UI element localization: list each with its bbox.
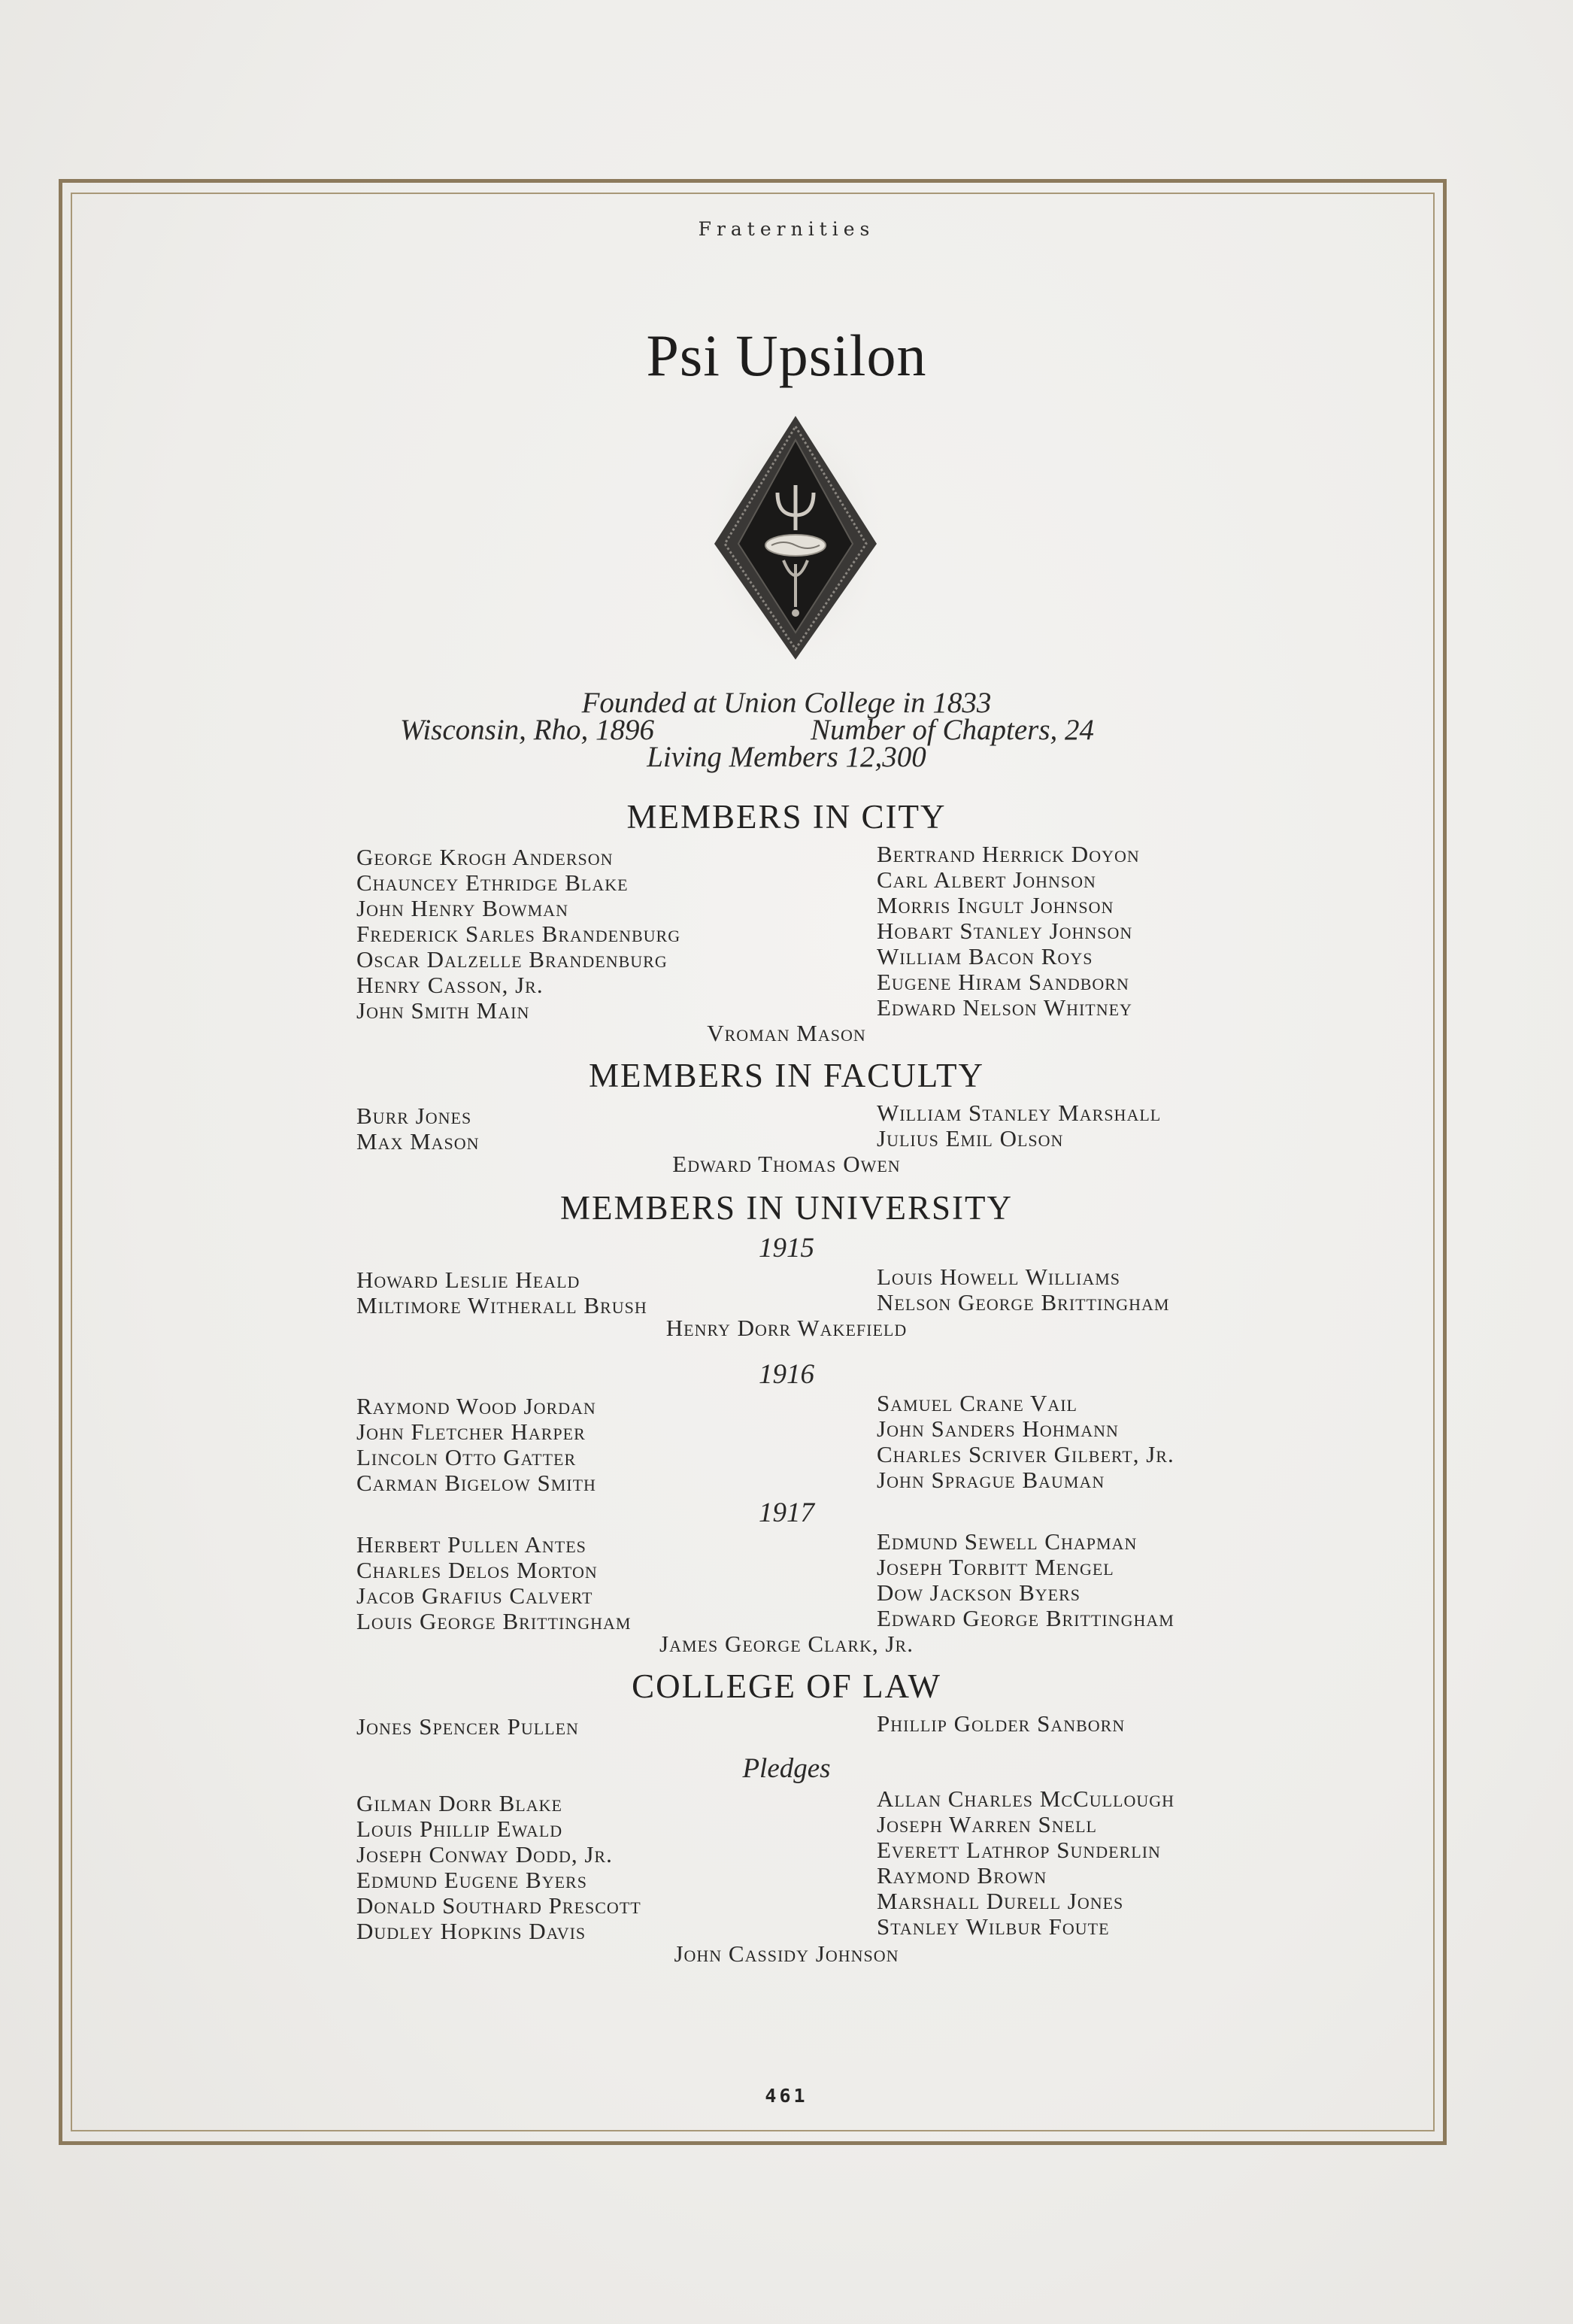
member-name: Lincoln Otto Gatter [356, 1444, 577, 1470]
pledge-name: Edmund Eugene Byers [356, 1867, 587, 1893]
member-name: John Sprague Bauman [877, 1467, 1105, 1493]
class-year-1916: 1916 [759, 1359, 814, 1390]
member-name: Bertrand Herrick Doyon [877, 841, 1140, 867]
chapters-count: Number of Chapters, 24 [811, 714, 1095, 746]
member-name: Louis Howell Williams [877, 1264, 1121, 1290]
member-name: Miltimore Witherall Brush [356, 1292, 647, 1318]
member-name: Carl Albert Johnson [877, 866, 1096, 893]
member-name: John Smith Main [356, 997, 530, 1024]
member-name: William Stanley Marshall [877, 1100, 1162, 1126]
pledge-name: Allan Charles McCullough [877, 1785, 1175, 1812]
member-name: Henry Casson, Jr. [356, 972, 544, 998]
member-name: Jones Spencer Pullen [356, 1713, 579, 1740]
member-name: Edward Nelson Whitney [877, 994, 1132, 1021]
pledge-name: Joseph Warren Snell [877, 1811, 1097, 1837]
member-name: John Fletcher Harper [356, 1418, 586, 1445]
class-year-1917: 1917 [759, 1497, 814, 1528]
member-name: Herbert Pullen Antes [356, 1531, 586, 1558]
member-name: Nelson George Brittingham [877, 1289, 1170, 1315]
pledge-name: Joseph Conway Dodd, Jr. [356, 1841, 613, 1867]
member-name: Louis George Brittingham [356, 1608, 632, 1634]
member-name: Jacob Grafius Calvert [356, 1582, 593, 1609]
member-name: Charles Scriver Gilbert, Jr. [877, 1441, 1174, 1467]
class-year-1915: 1915 [759, 1233, 814, 1264]
member-name: Howard Leslie Heald [356, 1267, 580, 1293]
running-head: Fraternities [698, 218, 875, 240]
living-members: Living Members 12,300 [647, 741, 926, 773]
pledge-name: Gilman Dorr Blake [356, 1790, 562, 1816]
pledge-name: Louis Phillip Ewald [356, 1816, 563, 1842]
member-name: Morris Ingult Johnson [877, 892, 1114, 918]
member-name-center: Vroman Mason [707, 1020, 866, 1046]
member-name: Joseph Torbitt Mengel [877, 1554, 1114, 1580]
pledge-name: Dudley Hopkins Davis [356, 1918, 586, 1944]
section-heading-faculty: MEMBERS IN FACULTY [588, 1057, 985, 1094]
member-name: Edmund Sewell Chapman [877, 1528, 1138, 1555]
section-heading-pledges: Pledges [742, 1753, 831, 1784]
pledge-name: Marshall Durell Jones [877, 1888, 1124, 1914]
section-heading-law: COLLEGE OF LAW [632, 1667, 941, 1705]
member-name: Chauncey Ethridge Blake [356, 869, 629, 896]
member-name: Frederick Sarles Brandenburg [356, 921, 681, 947]
member-name: Max Mason [356, 1128, 480, 1154]
member-name: Dow Jackson Byers [877, 1579, 1080, 1606]
member-name: Julius Emil Olson [877, 1125, 1064, 1151]
member-name-center: James George Clark, Jr. [659, 1631, 914, 1657]
member-name: George Krogh Anderson [356, 844, 614, 870]
fraternity-badge-icon [705, 410, 886, 666]
member-name: Phillip Golder Sanborn [877, 1710, 1126, 1737]
member-name: Samuel Crane Vail [877, 1390, 1077, 1416]
member-name: William Bacon Roys [877, 943, 1093, 969]
page-title: Psi Upsilon [646, 323, 927, 388]
member-name: John Henry Bowman [356, 895, 568, 921]
page-number: 461 [765, 2085, 808, 2107]
member-name: Charles Delos Morton [356, 1557, 598, 1583]
member-name: Carman Bigelow Smith [356, 1470, 596, 1496]
member-name: Hobart Stanley Johnson [877, 918, 1133, 944]
pledge-name: Donald Southard Prescott [356, 1892, 641, 1919]
section-heading-city: MEMBERS IN CITY [626, 798, 947, 836]
member-name: Edward George Brittingham [877, 1605, 1174, 1631]
pledge-name: Stanley Wilbur Foute [877, 1913, 1110, 1940]
member-name: Raymond Wood Jordan [356, 1393, 596, 1419]
member-name: Burr Jones [356, 1103, 472, 1129]
member-name: Oscar Dalzelle Brandenburg [356, 946, 668, 972]
member-name: John Sanders Hohmann [877, 1415, 1119, 1442]
section-heading-university: MEMBERS IN UNIVERSITY [559, 1189, 1014, 1227]
pledge-name-center: John Cassidy Johnson [674, 1940, 899, 1967]
member-name-center: Edward Thomas Owen [672, 1151, 901, 1177]
founded-line: Founded at Union College in 1833 [581, 687, 992, 719]
pledge-name: Everett Lathrop Sunderlin [877, 1837, 1161, 1863]
chapter-line: Wisconsin, Rho, 1896 [400, 714, 654, 746]
member-name-center: Henry Dorr Wakefield [665, 1315, 908, 1341]
member-name: Eugene Hiram Sandborn [877, 969, 1129, 995]
pledge-name: Raymond Brown [877, 1862, 1047, 1889]
